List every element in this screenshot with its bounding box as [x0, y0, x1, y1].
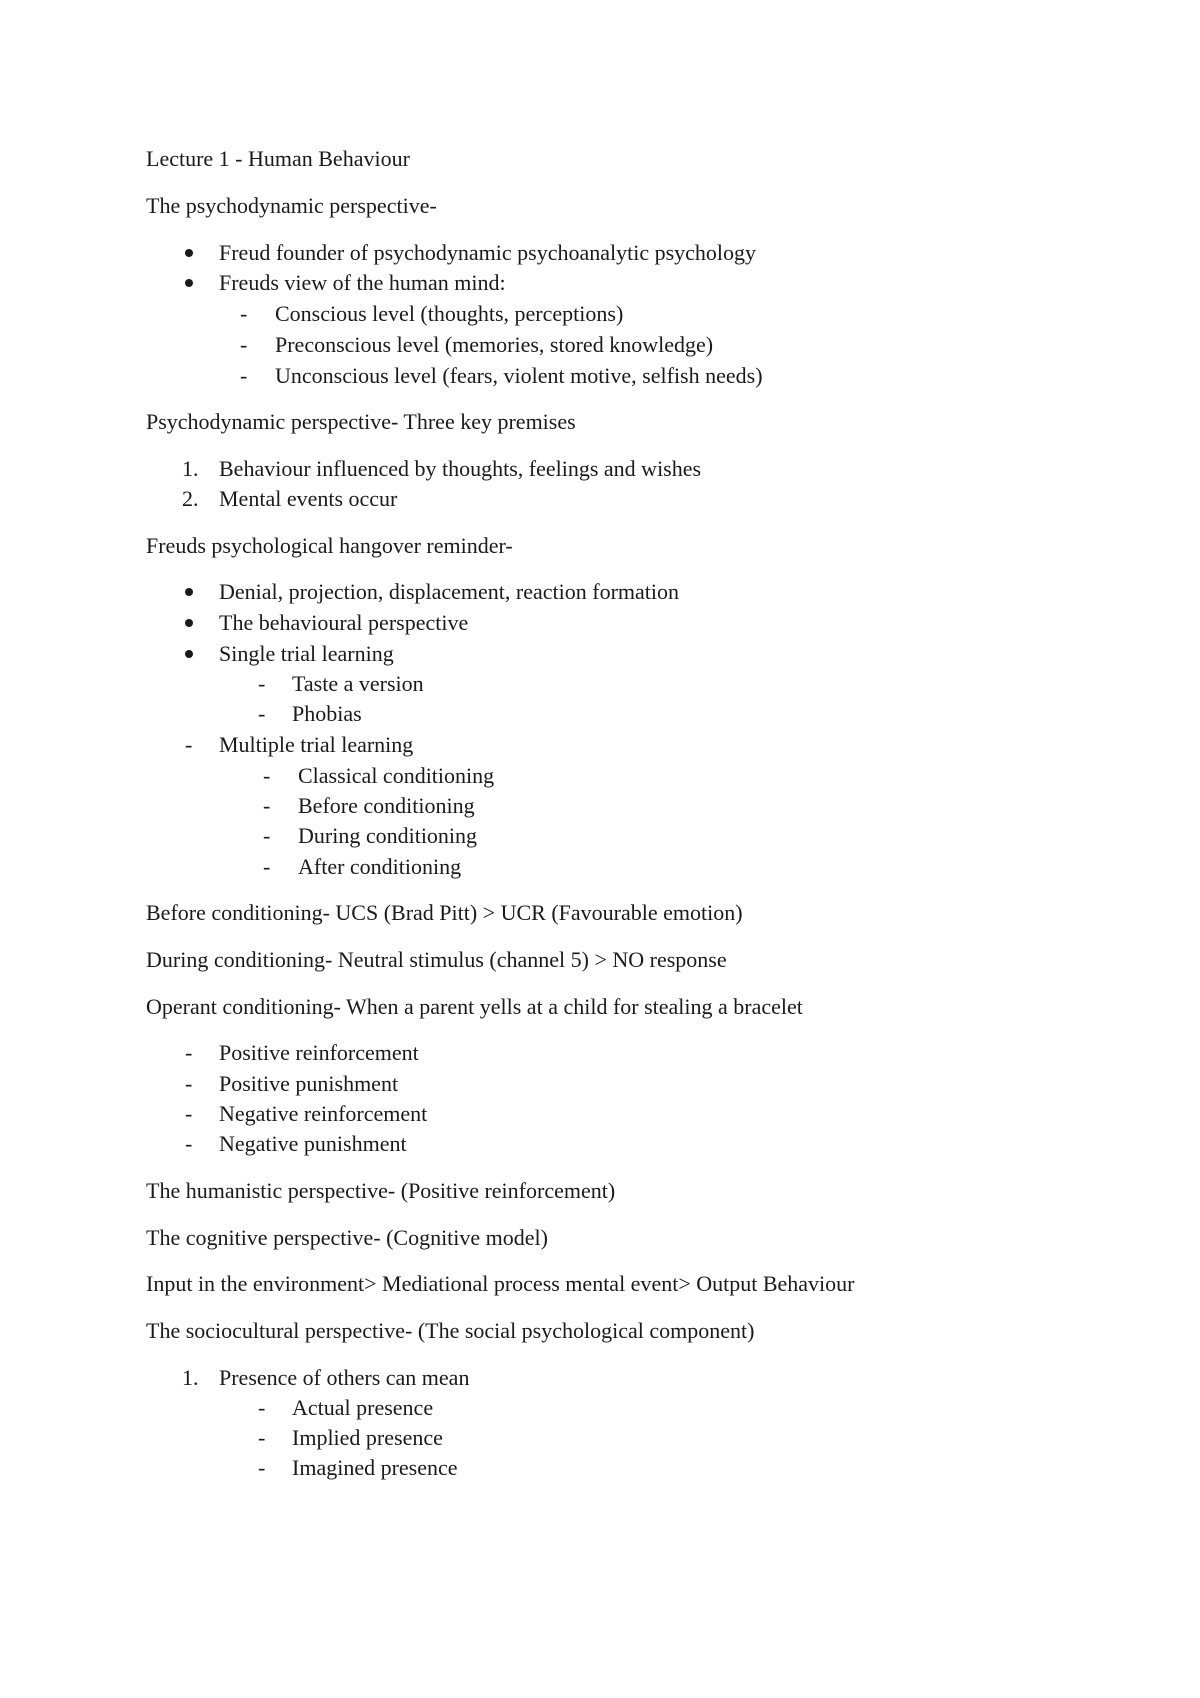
dash-marker: -: [258, 1455, 266, 1480]
section-heading-psychodynamic: The psychodynamic perspective-: [146, 193, 437, 218]
dash-marker: -: [185, 1040, 193, 1065]
list-number: 2.: [182, 486, 199, 511]
section-heading-premises: Psychodynamic perspective- Three key premises: [146, 409, 576, 434]
dash-marker: -: [185, 732, 193, 757]
paragraph-cognitive-model: Input in the environment> Mediational process mental event> Output Behaviour: [146, 1271, 855, 1296]
section-heading-sociocultural: The sociocultural perspective- (The social psychological component): [146, 1318, 755, 1343]
paragraph-before-conditioning: Before conditioning- UCS (Brad Pitt) > UCR (Favourable emotion): [146, 900, 743, 925]
dash-marker: -: [263, 823, 271, 848]
paragraph-cognitive: The cognitive perspective- (Cognitive model): [146, 1225, 548, 1250]
dash-marker: -: [263, 763, 271, 788]
document-title: Lecture 1 - Human Behaviour: [146, 146, 410, 171]
dash-marker: -: [263, 854, 271, 879]
list-number: 1.: [182, 456, 199, 481]
dash-marker: -: [185, 1131, 193, 1156]
dash-marker: -: [263, 793, 271, 818]
dash-marker: -: [240, 363, 248, 388]
dash-marker: -: [240, 301, 248, 326]
section-heading-operant: Operant conditioning- When a parent yells at a child for stealing a bracelet: [146, 994, 803, 1019]
bullet-icon: [185, 588, 193, 596]
dash-marker: -: [185, 1071, 193, 1096]
bullet-icon: [185, 279, 193, 287]
dash-marker: -: [258, 671, 266, 696]
dash-marker: -: [258, 1395, 266, 1420]
bullet-icon: [185, 619, 193, 627]
bullet-icon: [185, 249, 193, 257]
bullet-icon: [185, 650, 193, 658]
dash-marker: -: [258, 1425, 266, 1450]
dash-marker: -: [258, 701, 266, 726]
paragraph-during-conditioning: During conditioning- Neutral stimulus (channel 5) > NO response: [146, 947, 727, 972]
section-heading-hangover: Freuds psychological hangover reminder-: [146, 533, 513, 558]
dash-marker: -: [240, 332, 248, 357]
paragraph-humanistic: The humanistic perspective- (Positive reinforcement): [146, 1178, 616, 1203]
list-number: 1.: [182, 1365, 199, 1390]
dash-marker: -: [185, 1101, 193, 1126]
document-page: Lecture 1 - Human Behaviour The psychodynamic perspective- Freud founder of psychodynamic psychoanalytic psychology Freuds view of the human mind: - Conscious level (thoughts, perceptions) - Preconscious level (memories, stored knowledge) - Unconscious level (fears, violent motive, selfish needs) Psychodynamic perspective- Three key premises 1. Behaviour influenced by thoughts, feelings and wishes 2. Mental events occur Freuds psychological hangover reminder- Denial, projection, displacement, reaction formation The behavioural perspective Single trial learning - Taste a version - Phobias - Multiple trial learning - Classical conditioning - Before conditioning - During conditioning - After conditioning Before conditioning- UCS (Brad Pitt) > UCR (Favourable emotion) During conditioning- Neutral stimulus (channel 5) > NO response Operant conditioning- When a parent yells at a child for stealing a bracelet - Positive reinforcement - Positive punishment - Negative reinforcement - Negative punishment The humanistic perspective- (Positive reinforcement) The cognitive perspective- (Cognitive model) Input in the environment> Mediational process mental event> Output Behaviour The sociocultural perspective- (The social psychological component) 1. Presence of others can mean - Actual presence - Implied presence - Imagined presence: [146, 146, 855, 1480]
